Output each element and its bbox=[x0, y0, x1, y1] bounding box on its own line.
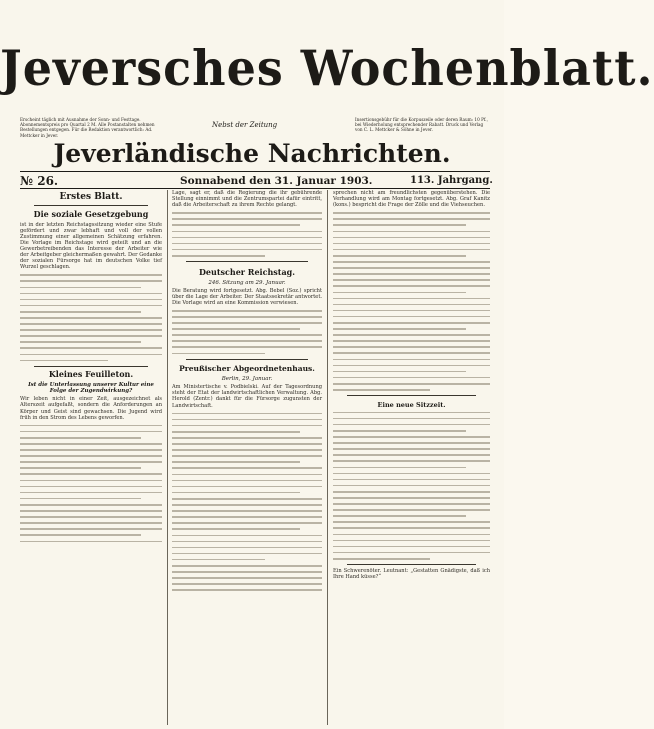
issue-year: 113. Jahrgang. bbox=[410, 175, 493, 186]
article-text: ist in der letzten Reichstagssitzung wieder eine Stufe gefördert und zwar lebhaft und voll der vollen Zustimmung einer allgemeinen Schätzung erfahren. Die Vorlage im Reichstage wird geteilt und an die Gewerbetreibenden das Interesse der Arbeiter wie der Arbeitgeber gleichermaßen gewahrt. Der Gedanke der sozialen Fürsorge hat im deutschen Volke tief Wurzel geschlagen. bbox=[20, 221, 162, 271]
column-middle bbox=[172, 190, 322, 725]
notice-title: Eine neue Sitzzeit. bbox=[377, 400, 446, 409]
column-divider bbox=[327, 190, 328, 725]
separator bbox=[347, 564, 476, 565]
masthead-title: Jeversches Wochenblatt. bbox=[0, 39, 654, 97]
separator bbox=[34, 205, 148, 206]
column-divider bbox=[167, 190, 168, 725]
separator bbox=[34, 366, 148, 367]
intro-text: Lage, sagt er, daß die Regierung die ihr gebührende Stellung einnimmt und die Zentrumspartei dafür eintritt, daß die Arbeiterschaft zu ihrem Rechte gelangt. bbox=[172, 190, 322, 209]
masthead-subtitle: Jeverländische Nachrichten. bbox=[53, 139, 451, 168]
top-text-lines bbox=[333, 212, 490, 390]
separator bbox=[186, 359, 308, 360]
intro-text-lines bbox=[172, 212, 322, 256]
reichstag-subtitle: 246. Sitzung am 29. Januar. bbox=[208, 279, 286, 286]
publication-info-left: Erscheint täglich mit Ausnahme der Sonn- und Festtage. Abonnementspreis pro Quartal 2 M. Alle Postanstalten nehmen Bestellungen entgegen. Für die Redaktion verantwortlich: Ad. Mettcker in Jever. bbox=[20, 117, 155, 138]
issue-date: Sonnabend den 31. Januar 1903. bbox=[180, 175, 373, 187]
column-right bbox=[333, 190, 490, 725]
landtag-text: Am Ministertische v. Podbielski. Auf der Tagesordnung steht der Etat der landwirtschaftlichen Verwaltung. Abg. Herold (Zentr.) dankt für die Fürsorge zugunsten der Landwirtschaft. bbox=[172, 384, 322, 409]
section-title: Erstes Blatt. bbox=[59, 192, 123, 202]
separator bbox=[186, 261, 308, 262]
publication-info-right: Insertionsgebühr für die Korpuszeile oder deren Raum: 10 Pf., bei Wiederholung entsprechender Rabatt. Druck und Verlag von C. L. Mettcker & Söhne in Jever. bbox=[355, 117, 488, 133]
anecdote-text: Ein Schwerenöter. Leutnant: „Gestatten Gnädigste, daß ich Ihre Hand küsse?“ bbox=[333, 567, 490, 580]
landtag-text-lines bbox=[172, 413, 322, 591]
separator bbox=[347, 395, 476, 396]
header-rule-top bbox=[20, 171, 490, 172]
article-title: Die soziale Gesetzgebung bbox=[33, 208, 149, 219]
feuilleton-title: Kleines Feuilleton. bbox=[48, 369, 134, 380]
top-text: sprechen nicht am freundlichsten gegenüberstehen. Die Verhandlung wird am Montag fortgesetzt. Abg. Graf Kanitz (kons.) bespricht die Frage der Zölle und die Viehseuchen. bbox=[333, 190, 490, 209]
feuilleton-subtitle: Ist die Unterlassung unserer Kultur eine Folge der Zugendwirkung? bbox=[28, 382, 154, 395]
feuilleton-text-lines bbox=[20, 425, 162, 542]
header-rule-bottom bbox=[20, 188, 490, 189]
reichstag-text-lines bbox=[172, 310, 322, 354]
reichstag-title: Deutscher Reichstag. bbox=[198, 266, 296, 277]
article-text-lines bbox=[20, 274, 162, 361]
landtag-title: Preußischer Abgeordnetenhaus. bbox=[179, 364, 315, 374]
column-left bbox=[20, 190, 162, 725]
issue-number: № 26. bbox=[20, 174, 59, 188]
supplement-label: Nebst der Zeitung bbox=[212, 121, 278, 129]
landtag-subtitle: Berlin, 29. Januar. bbox=[221, 376, 273, 383]
feuilleton-text: Wir leben nicht in einer Zeit, ausgezeichnet als Alterszeit aufgefaßt, sondern die Anforderungen an Körper und Geist sind gewachsen. Die Jugend wird früh in den Strom des Lebens geworfen. bbox=[20, 396, 162, 421]
reichstag-text: Die Beratung wird fortgesetzt. Abg. Bebel (Soz.) spricht über die Lage der Arbeiter. Der Staatssekretär antwortet. Die Vorlage wird an eine Kommission verwiesen. bbox=[172, 287, 322, 306]
notice-text-lines bbox=[333, 412, 490, 560]
